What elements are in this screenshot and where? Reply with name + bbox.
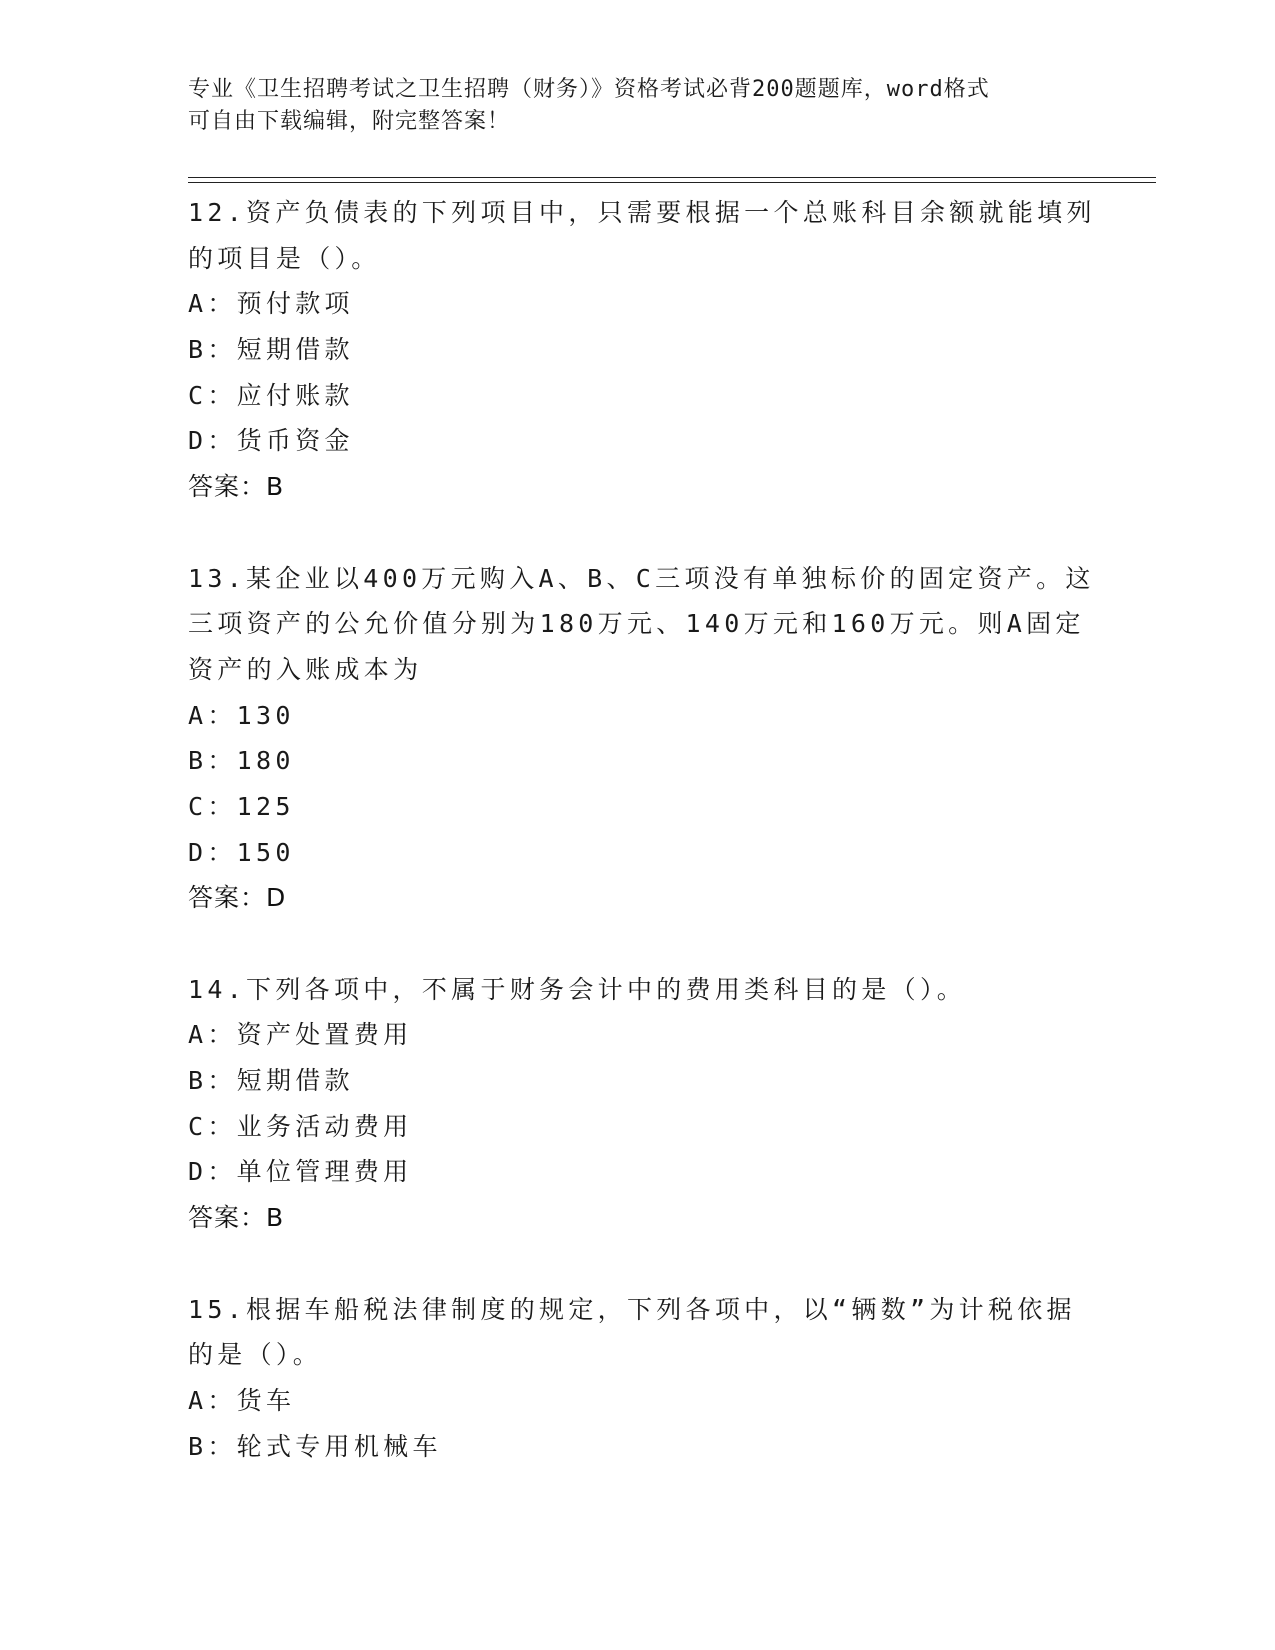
- option-c: C：业务活动费用: [188, 1111, 413, 1141]
- question-text-line: 三项资产的公允价值分别为180万元、140万元和160万元。则A固定: [188, 609, 1085, 639]
- question-spacer: [188, 921, 1088, 967]
- option-d: D：150: [188, 837, 295, 867]
- question-14: [188, 967, 1088, 1241]
- question-text-line: 13.某企业以400万元购入A、B、C三项没有单独标价的固定资产。这: [188, 563, 1095, 593]
- question-12: [188, 190, 1096, 510]
- question-text-line: 12.资产负债表的下列项目中，只需要根据一个总账科目余额就能填列: [188, 198, 1096, 227]
- question-spacer: [188, 510, 1088, 556]
- question-text-line: 资产的入账成本为: [188, 654, 423, 684]
- question-list: [188, 190, 1096, 1469]
- option-b: B：轮式专用机械车: [188, 1431, 442, 1461]
- option-a: A：资产处置费用: [188, 1020, 413, 1050]
- question-text-line: 的项目是（）。: [188, 243, 381, 273]
- question-15: [188, 1287, 1088, 1470]
- option-c: C：应付账款: [188, 380, 354, 410]
- question-text-line: 14.下列各项中，不属于财务会计中的费用类科目的是（）。: [188, 974, 967, 1004]
- option-b: B：180: [188, 746, 295, 776]
- option-d: D：单位管理费用: [188, 1157, 413, 1187]
- option-a: A：货车: [188, 1385, 296, 1415]
- header-divider-top: [188, 177, 1156, 178]
- question-text-line: 的是（）。: [188, 1340, 323, 1370]
- header-divider-bottom: [188, 182, 1156, 183]
- option-b: B：短期借款: [188, 335, 354, 365]
- answer-line: 答案：D: [188, 883, 287, 913]
- question-13: [188, 556, 1095, 922]
- header-line-1: 专业《卫生招聘考试之卫生招聘（财务）》资格考试必背200题题库，word格式: [188, 77, 990, 102]
- header-line-2: 可自由下载编辑，附完整答案！: [188, 109, 511, 134]
- option-d: D：货币资金: [188, 426, 354, 456]
- question-spacer: [188, 1241, 1088, 1287]
- option-b: B：短期借款: [188, 1066, 354, 1096]
- option-a: A：130: [188, 700, 295, 730]
- option-c: C：125: [188, 791, 295, 821]
- option-a: A：预付款项: [188, 289, 354, 319]
- question-text-line: 15.根据车船税法律制度的规定，下列各项中，以“辆数”为计税依据: [188, 1294, 1076, 1324]
- answer-line: 答案：B: [188, 472, 285, 502]
- answer-line: 答案：B: [188, 1203, 285, 1233]
- document-header: [188, 74, 1068, 138]
